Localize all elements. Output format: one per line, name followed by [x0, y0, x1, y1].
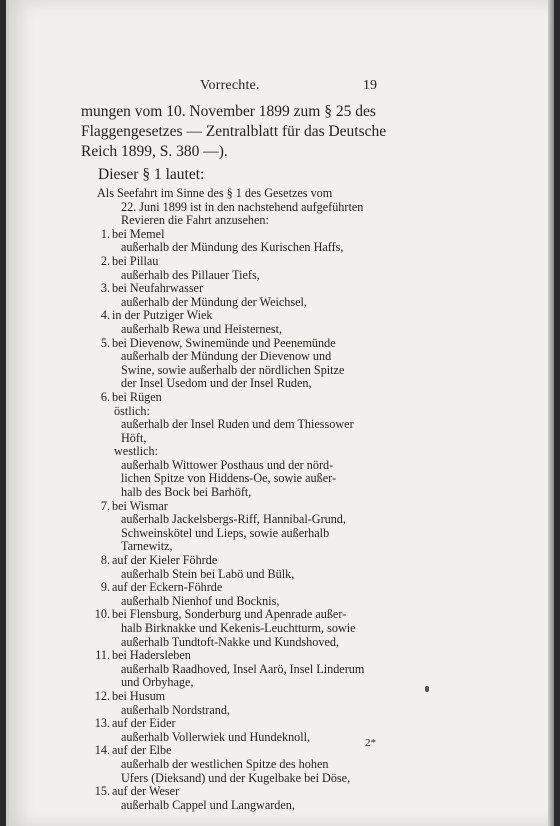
district-item [94, 607, 386, 649]
item-heading: bei Pillau [112, 253, 159, 268]
item-line: Swine, sowie außerhalb der nördlichen Spitze [121, 362, 345, 377]
running-title: Vorrechte. [200, 78, 260, 93]
item-line: außerhalb Cappel und Langwarden, [121, 797, 295, 812]
district-item [97, 554, 386, 581]
item-line: außerhalb Nordstrand, [121, 702, 230, 717]
item-line: außerhalb der Mündung der Dievenow und [121, 349, 332, 364]
district-item [97, 581, 386, 608]
item-heading: bei Wismar [112, 498, 168, 513]
item-number: 11. [95, 648, 110, 663]
item-heading: bei Neufahrwasser [112, 281, 204, 296]
item-line: westlich: [114, 444, 159, 459]
page-number: 19 [363, 78, 377, 93]
item-line: außerhalb Tundtoft-Nakke und Kundshoved, [121, 634, 339, 649]
item-heading: in der Putziger Wiek [112, 308, 213, 323]
district-item [97, 500, 386, 554]
district-item [97, 337, 386, 391]
item-line: der Insel Usedom und der Insel Ruden, [121, 376, 312, 391]
item-line: und Orbyhage, [121, 675, 194, 690]
ink-spot [425, 686, 429, 692]
item-number: 8. [100, 553, 110, 568]
paragraph-line: Reich 1899, S. 380 —). [81, 143, 228, 160]
item-line: lichen Spitze von Hiddens-Oe, sowie außer- [121, 471, 337, 486]
district-item [94, 743, 386, 785]
item-line: außerhalb Stein bei Labö und Bülk, [121, 566, 295, 581]
item-line: außerhalb der Mündung des Kurischen Haffs, [121, 240, 344, 255]
item-heading: bei Memel [112, 226, 165, 241]
item-line: Ufers (Dieksand) und der Kugelbake bei Döse, [121, 770, 351, 785]
item-number: 10. [94, 607, 110, 622]
item-number: 6. [100, 389, 110, 404]
item-line: außerhalb Vollerwiek und Hundeknoll, [121, 729, 311, 744]
item-heading: bei Dievenow, Swinemünde und Peenemünde [112, 335, 336, 350]
continued-paragraph [81, 102, 385, 162]
item-line: außerhalb der westlichen Spitze des hohen [121, 756, 329, 771]
item-line: außerhalb Rewa und Heisternest, [121, 321, 283, 336]
item-number: 1. [100, 226, 110, 241]
district-item [97, 309, 386, 336]
item-number: 9. [100, 580, 110, 595]
item-line: außerhalb des Pillauer Tiefs, [121, 267, 260, 282]
district-list [94, 226, 386, 813]
district-item [97, 649, 386, 690]
item-number: 15. [94, 784, 110, 799]
item-line: Tarnewitz, [121, 539, 173, 554]
item-number: 13. [94, 716, 110, 731]
district-item [94, 688, 386, 717]
law-intro-line: Revieren die Fahrt anzusehen: [121, 213, 269, 228]
paragraph-line: mungen vom 10. November 1899 zum § 25 des [81, 103, 376, 120]
item-heading: bei Flensburg, Sonderburg und Apenrade außer- [112, 607, 347, 622]
page-edge [548, 0, 554, 826]
item-heading: auf der Kieler Föhrde [112, 553, 218, 568]
paragraph-line: Flaggengesetzes — Zentralblatt für das Deutsche [81, 123, 387, 140]
item-number: 2. [100, 253, 110, 268]
item-number: 5. [100, 335, 110, 350]
item-line: östlich: [114, 403, 150, 418]
item-line: außerhalb Nienhof und Bocknis, [121, 593, 280, 608]
district-item [94, 784, 386, 812]
item-heading: bei Husum [112, 688, 166, 703]
district-item [97, 255, 386, 282]
item-line: außerhalb der Insel Ruden und dem Thiessower [121, 417, 354, 432]
item-line: Höft, [121, 430, 147, 445]
law-intro-line: Als Seefahrt im Sinne des § 1 des Gesetzes vom [97, 186, 333, 200]
item-heading: auf der Elbe [112, 743, 172, 758]
district-item [97, 282, 386, 309]
district-item [97, 228, 386, 255]
item-line: außerhalb Raadhoved, Insel Aarö, Insel Linderum [121, 661, 365, 676]
item-number: 7. [100, 498, 110, 513]
item-line: außerhalb Jackelsbergs-Riff, Hannibal-Grund, [121, 512, 346, 527]
item-heading: auf der Eider [112, 716, 176, 731]
item-heading: auf der Eckern-Föhrde [112, 580, 223, 595]
item-heading: bei Rügen [112, 389, 162, 404]
item-line: außerhalb Wittower Posthaus und der nörd- [121, 457, 334, 472]
item-number: 14. [94, 743, 110, 758]
law-text [94, 186, 386, 812]
item-heading: auf der Weser [112, 784, 180, 799]
item-number: 12. [94, 688, 110, 703]
signature-mark: 2* [365, 737, 376, 749]
district-item [94, 716, 386, 744]
item-line: halb des Bock bei Barhöft, [121, 485, 252, 500]
district-item [97, 391, 386, 500]
item-number: 3. [100, 281, 110, 296]
item-line: halb Birknakke und Kekenis-Leuchtturm, sowie [121, 621, 356, 635]
running-head [0, 78, 560, 94]
item-number: 4. [100, 308, 110, 323]
law-intro-line: 22. Juni 1899 ist in den nachstehend aufgeführten [121, 199, 364, 214]
item-line: Schweinskötel und Lieps, sowie außerhalb [121, 525, 330, 540]
item-heading: bei Hadersleben [112, 648, 191, 663]
item-line: außerhalb der Mündung der Weichsel, [121, 294, 307, 309]
section-intro: Dieser § 1 lautet: [98, 166, 205, 183]
